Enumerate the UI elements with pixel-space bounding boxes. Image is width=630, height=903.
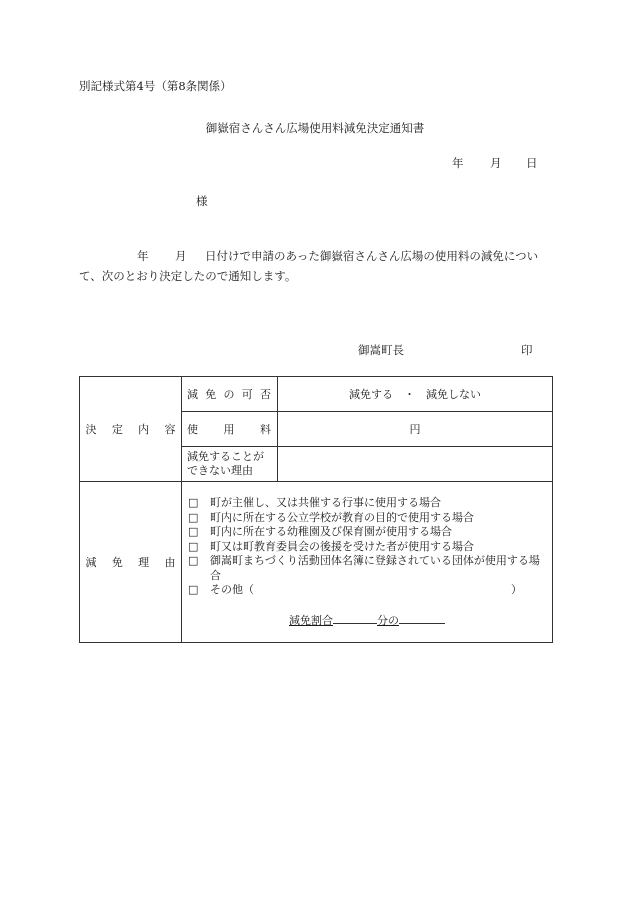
date-month: 月 (490, 156, 502, 170)
issuer-title: 御嵩町長 (358, 343, 404, 357)
seal-mark: 印 (521, 343, 533, 357)
body-text-1: 日付けで申請のあった御嶽宿さんさん広場の使用料の減免につい (205, 249, 539, 263)
decision-header-cell (80, 377, 182, 482)
addressee-honorific: 様 (196, 194, 208, 208)
approval-options: 減免する ・ 減免しない (349, 388, 481, 401)
fee-label: 使用料 (187, 423, 271, 436)
reason-text: 町内に所在する公立学校が教育の目的で使用する場合 (210, 510, 474, 524)
reject-reason-value-cell[interactable] (278, 447, 553, 482)
reason-cell (182, 482, 553, 643)
reason-text: 町が主催し、又は共催する行事に使用する場合 (210, 496, 441, 509)
checkbox-icon[interactable]: □ (188, 539, 199, 553)
approval-label: 減免の可否 (187, 388, 271, 401)
reason-item[interactable] (188, 540, 546, 555)
other-label: その他（ (210, 583, 254, 596)
decision-header: 決定内容 (85, 423, 176, 436)
reason-item[interactable] (188, 511, 546, 526)
fee-value-cell[interactable] (278, 412, 553, 447)
checkbox-icon[interactable]: □ (188, 583, 199, 596)
reason-other[interactable] (188, 583, 546, 598)
document-title: 御嶽宿さんさん広場使用料減免決定通知書 (205, 121, 425, 135)
checkbox-icon[interactable]: □ (188, 554, 199, 567)
reason-text: 町内に所在する幼稚園及び保育園が使用する場合 (210, 525, 452, 538)
reason-header-cell (80, 482, 182, 643)
approval-label-cell (182, 377, 278, 412)
body-month: 月 (175, 249, 187, 263)
reason-text: 御嵩町まちづくり活動団体名簿に登録されている団体が使用する場合 (210, 554, 540, 582)
date-year: 年 (452, 156, 464, 170)
reject-reason-label-cell (182, 447, 278, 482)
date-line (452, 155, 538, 171)
decision-table (79, 376, 553, 643)
approval-value-cell[interactable] (278, 377, 553, 412)
fee-label-cell (182, 412, 278, 447)
ratio-label: 減免割合 (289, 613, 333, 627)
reason-item[interactable] (188, 525, 546, 540)
reject-reason-label-2: できない理由 (187, 464, 253, 477)
reason-text: 町又は町教育委員会の後援を受けた者が使用する場合 (210, 539, 474, 553)
fee-unit: 円 (409, 423, 421, 436)
reason-item[interactable] (188, 496, 546, 511)
reason-item[interactable] (188, 554, 546, 583)
checkbox-icon[interactable]: □ (188, 525, 199, 538)
reject-reason-label-1: 減免することが (187, 450, 264, 463)
checkbox-icon[interactable]: □ (188, 510, 199, 524)
ratio-blank-1[interactable] (333, 612, 377, 624)
other-close: ） (511, 583, 522, 596)
body-year: 年 (137, 249, 149, 263)
ratio-mid: 分の (377, 613, 399, 627)
reason-list (188, 496, 546, 583)
ratio-blank-2[interactable] (399, 612, 445, 624)
form-number: 別記様式第4号（第8条関係） (79, 79, 232, 93)
date-day: 日 (526, 156, 538, 170)
body-line-1 (79, 248, 538, 264)
body-line-2: て、次のとおり決定したので通知します。 (79, 269, 297, 283)
reason-header: 減免理由 (85, 556, 176, 569)
checkbox-icon[interactable]: □ (188, 496, 199, 509)
reduction-ratio (188, 612, 546, 628)
